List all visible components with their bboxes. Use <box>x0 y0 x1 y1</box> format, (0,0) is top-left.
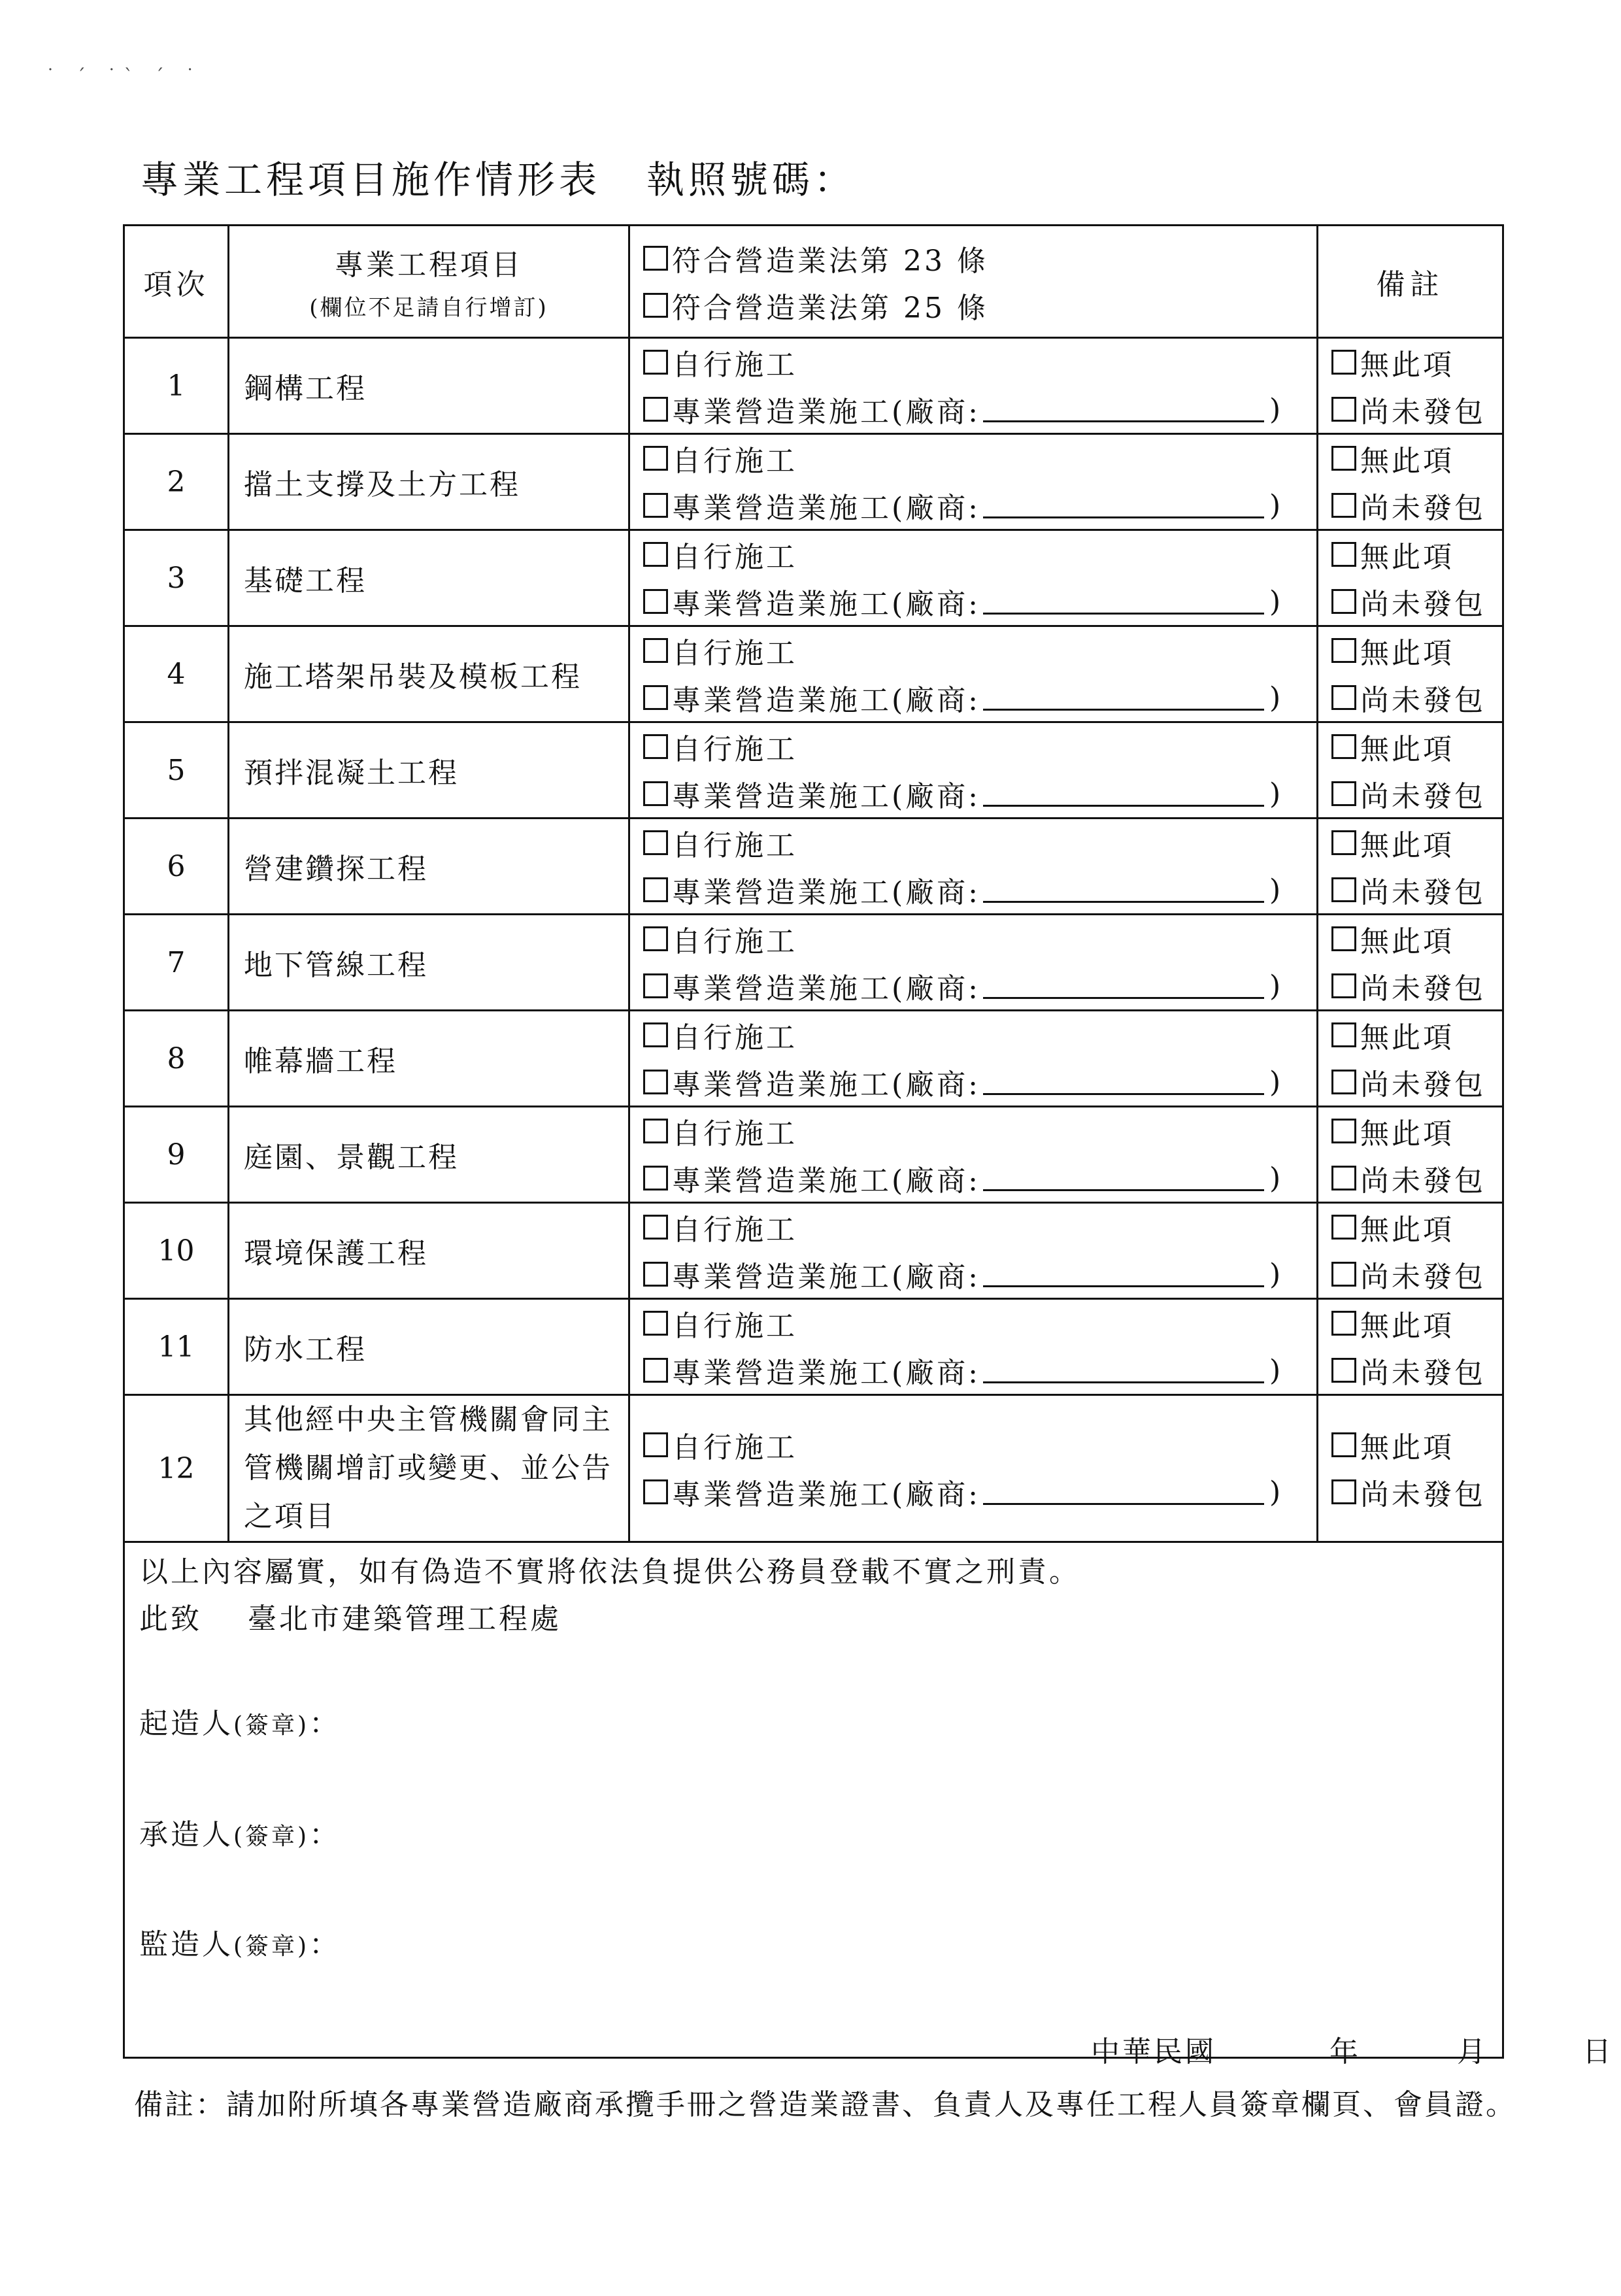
self-construction-option[interactable] <box>643 819 1316 866</box>
self-construction-option[interactable] <box>643 723 1316 770</box>
not-yet-label: 尚未發包 <box>1360 1357 1486 1390</box>
sign-note: (簽章) <box>233 1933 310 1960</box>
contractor-name-field[interactable] <box>983 1358 1264 1383</box>
self-construction-label: 自行施工 <box>672 733 797 766</box>
none-label: 無此項 <box>1360 829 1454 862</box>
checkbox[interactable] <box>643 1358 668 1383</box>
checkbox[interactable] <box>643 1022 668 1047</box>
header-item <box>229 226 629 338</box>
self-construction-option[interactable] <box>643 627 1316 674</box>
self-construction-label: 自行施工 <box>672 1117 797 1151</box>
checkbox[interactable] <box>643 926 668 951</box>
article23-label: 符合營造業法第 23 條 <box>672 244 988 278</box>
row-note <box>1318 626 1503 722</box>
self-construction-label: 自行施工 <box>672 541 797 574</box>
none-option[interactable] <box>1331 723 1502 770</box>
specialty-contractor-option[interactable] <box>643 674 1316 721</box>
contractor-name-field[interactable] <box>983 1262 1264 1287</box>
none-label: 無此項 <box>1360 1021 1454 1055</box>
specialty-contractor-suffix: ) <box>1269 777 1284 811</box>
self-construction-option[interactable] <box>643 915 1316 962</box>
not-yet-contracted-option[interactable] <box>1331 386 1502 433</box>
contractor-label: 承造人 <box>139 1818 233 1851</box>
row-options <box>629 1203 1318 1299</box>
checkbox[interactable] <box>1331 1022 1356 1047</box>
self-construction-option[interactable] <box>643 531 1316 578</box>
specialty-contractor-label: 專業營造業施工(廠商: <box>672 780 980 813</box>
self-construction-label: 自行施工 <box>672 1213 797 1247</box>
row-item: 環境保護工程 <box>229 1203 629 1299</box>
date-day: 日 <box>1582 2035 1614 2068</box>
row-no: 4 <box>124 626 229 722</box>
self-construction-option[interactable] <box>643 435 1316 482</box>
article25-option[interactable] <box>643 282 1316 329</box>
checkbox[interactable] <box>1331 1166 1356 1190</box>
checkbox[interactable] <box>643 734 668 759</box>
colon: ： <box>309 1818 341 1851</box>
row-item-line: 管機關增訂或變更、並公告 <box>244 1451 612 1485</box>
article25-label: 符合營造業法第 25 條 <box>672 291 988 325</box>
self-construction-option[interactable] <box>643 1107 1316 1155</box>
none-label: 無此項 <box>1360 445 1454 478</box>
none-option[interactable] <box>1331 339 1502 386</box>
checkbox[interactable] <box>1331 1311 1356 1336</box>
not-yet-contracted-option[interactable] <box>1331 1155 1502 1202</box>
specialty-contractor-label: 專業營造業施工(廠商: <box>672 492 980 525</box>
row-options <box>629 819 1318 915</box>
self-construction-label: 自行施工 <box>672 445 797 478</box>
specialty-contractor-suffix: ) <box>1269 1353 1284 1387</box>
row-no: 3 <box>124 530 229 626</box>
specialty-contractor-suffix: ) <box>1269 488 1284 522</box>
not-yet-label: 尚未發包 <box>1360 492 1486 525</box>
none-option[interactable] <box>1331 1300 1502 1347</box>
not-yet-contracted-option[interactable] <box>1331 1251 1502 1298</box>
not-yet-contracted-option[interactable] <box>1331 578 1502 625</box>
none-option[interactable] <box>1331 1421 1502 1468</box>
specialty-contractor-label: 專業營造業施工(廠商: <box>672 876 980 909</box>
specialty-contractor-suffix: ) <box>1269 873 1284 907</box>
specialty-contractor-label: 專業營造業施工(廠商: <box>672 396 980 429</box>
header-note: 備註 <box>1318 226 1503 338</box>
colon: ： <box>309 1707 341 1740</box>
self-construction-option[interactable] <box>643 339 1316 386</box>
row-note <box>1318 1203 1503 1299</box>
contractor-signature[interactable] <box>139 1811 341 1853</box>
table-row <box>124 338 1503 434</box>
contractor-name-field[interactable] <box>983 589 1264 615</box>
table-header-row <box>124 226 1503 338</box>
row-options <box>629 434 1318 530</box>
row-item: 營建鑽探工程 <box>229 819 629 915</box>
specialty-contractor-suffix: ) <box>1269 1065 1284 1099</box>
declaration-section <box>124 1542 1614 2068</box>
checkbox[interactable] <box>1331 1358 1356 1383</box>
row-options <box>629 722 1318 819</box>
row-no: 9 <box>124 1107 229 1203</box>
none-option[interactable] <box>1331 627 1502 674</box>
specialty-contractor-suffix: ) <box>1269 1257 1284 1291</box>
license-number-label: 執照號碼： <box>646 158 856 202</box>
row-options <box>629 626 1318 722</box>
none-option[interactable] <box>1331 1204 1502 1251</box>
row-no: 5 <box>124 722 229 819</box>
table-row <box>124 1299 1503 1395</box>
row-note <box>1318 1299 1503 1395</box>
row-no: 6 <box>124 819 229 915</box>
specialty-contractor-option[interactable] <box>643 1251 1316 1298</box>
row-item: 鋼構工程 <box>229 338 629 434</box>
none-label: 無此項 <box>1360 348 1454 382</box>
contractor-name-field[interactable] <box>983 685 1264 711</box>
checkbox[interactable] <box>643 397 668 422</box>
specialty-work-table <box>123 224 1614 2068</box>
table-row <box>124 1107 1503 1203</box>
specialty-contractor-option[interactable] <box>643 962 1316 1009</box>
specialty-contractor-label: 專業營造業施工(廠商: <box>672 588 980 621</box>
checkbox[interactable] <box>1331 1432 1356 1457</box>
checkbox[interactable] <box>643 1166 668 1190</box>
row-no: 1 <box>124 338 229 434</box>
checkbox[interactable] <box>643 830 668 855</box>
row-no: 12 <box>124 1395 229 1542</box>
specialty-contractor-suffix: ) <box>1269 1161 1284 1195</box>
none-label: 無此項 <box>1360 1117 1454 1151</box>
checkbox[interactable] <box>1331 1215 1356 1240</box>
not-yet-label: 尚未發包 <box>1360 1164 1486 1198</box>
not-yet-contracted-option[interactable] <box>1331 866 1502 913</box>
specialty-contractor-label: 專業營造業施工(廠商: <box>672 972 980 1005</box>
row-item-line: 其他經中央主管機關會同主 <box>244 1403 612 1436</box>
specialty-contractor-option[interactable] <box>643 386 1316 433</box>
specialty-contractor-suffix: ) <box>1269 584 1284 618</box>
checkbox[interactable] <box>643 1262 668 1287</box>
checkbox[interactable] <box>1331 685 1356 710</box>
self-construction-option[interactable] <box>643 1011 1316 1058</box>
specialty-contractor-option[interactable] <box>643 482 1316 529</box>
checkbox[interactable] <box>1331 734 1356 759</box>
checkbox[interactable] <box>1331 638 1356 663</box>
checkbox[interactable] <box>643 1432 668 1457</box>
row-options <box>629 338 1318 434</box>
not-yet-contracted-option[interactable] <box>1331 482 1502 529</box>
table-row-12 <box>124 1395 1503 1542</box>
row-options <box>629 1299 1318 1395</box>
checkbox[interactable] <box>1331 1070 1356 1094</box>
specialty-contractor-suffix: ) <box>1269 392 1284 426</box>
not-yet-label: 尚未發包 <box>1360 588 1486 621</box>
none-label: 無此項 <box>1360 733 1454 766</box>
table-row <box>124 434 1503 530</box>
none-label: 無此項 <box>1360 541 1454 574</box>
header-item-sub: (欄位不足請自行增訂) <box>309 295 548 321</box>
contractor-name-field[interactable] <box>983 973 1264 999</box>
row-note <box>1318 338 1503 434</box>
not-yet-contracted-option[interactable] <box>1331 962 1502 1009</box>
specialty-contractor-suffix: ) <box>1269 681 1284 715</box>
checkbox[interactable] <box>643 1479 668 1504</box>
self-construction-label: 自行施工 <box>672 1309 797 1343</box>
checkbox[interactable] <box>643 293 668 318</box>
none-option[interactable] <box>1331 1011 1502 1058</box>
row-item: 預拌混凝土工程 <box>229 722 629 819</box>
table-row <box>124 626 1503 722</box>
self-construction-label: 自行施工 <box>672 925 797 958</box>
row-item: 基礎工程 <box>229 530 629 626</box>
checkbox[interactable] <box>643 1215 668 1240</box>
supervisor-label: 監造人 <box>139 1928 233 1961</box>
recipient-line <box>139 1595 561 1637</box>
not-yet-label: 尚未發包 <box>1360 780 1486 813</box>
owner-signature[interactable] <box>139 1700 341 1742</box>
row-note <box>1318 915 1503 1011</box>
contractor-name-field[interactable] <box>983 397 1264 422</box>
row-item: 庭園、景觀工程 <box>229 1107 629 1203</box>
checkbox[interactable] <box>643 973 668 998</box>
row-no: 11 <box>124 1299 229 1395</box>
checkbox[interactable] <box>643 781 668 806</box>
not-yet-contracted-option[interactable] <box>1331 674 1502 721</box>
sign-note: (簽章) <box>233 1823 310 1850</box>
none-label: 無此項 <box>1360 1213 1454 1247</box>
checkbox[interactable] <box>1331 1262 1356 1287</box>
specialty-contractor-suffix: ) <box>1269 1475 1284 1509</box>
table-row <box>124 819 1503 915</box>
row-item: 擋土支撐及土方工程 <box>229 434 629 530</box>
row-no: 2 <box>124 434 229 530</box>
self-construction-label: 自行施工 <box>672 829 797 862</box>
header-item-label: 專業工程項目 <box>335 248 523 282</box>
none-option[interactable] <box>1331 531 1502 578</box>
checkbox[interactable] <box>1331 1479 1356 1504</box>
checkbox[interactable] <box>1331 973 1356 998</box>
row-note <box>1318 530 1503 626</box>
row-item <box>229 1395 629 1542</box>
specialty-contractor-option[interactable] <box>643 1347 1316 1394</box>
checkbox[interactable] <box>1331 877 1356 902</box>
form-title: 專業工程項目施作情形表 <box>141 158 601 202</box>
checkbox[interactable] <box>1331 350 1356 375</box>
specialty-contractor-option[interactable] <box>643 1058 1316 1106</box>
row-options <box>629 1011 1318 1107</box>
checkbox[interactable] <box>643 685 668 710</box>
checkbox[interactable] <box>1331 1119 1356 1143</box>
table-row <box>124 915 1503 1011</box>
checkbox[interactable] <box>1331 589 1356 614</box>
row-note <box>1318 1107 1503 1203</box>
none-option[interactable] <box>1331 1107 1502 1155</box>
none-option[interactable] <box>1331 435 1502 482</box>
not-yet-contracted-option[interactable] <box>1331 1058 1502 1106</box>
none-label: 無此項 <box>1360 637 1454 670</box>
footer-row <box>124 1542 1503 2058</box>
row-options <box>629 530 1318 626</box>
not-yet-label: 尚未發包 <box>1360 1478 1486 1511</box>
contractor-name-field[interactable] <box>983 1479 1264 1505</box>
self-construction-label: 自行施工 <box>672 1021 797 1055</box>
checkbox[interactable] <box>1331 493 1356 518</box>
specialty-contractor-suffix: ) <box>1269 969 1284 1003</box>
self-construction-label: 自行施工 <box>672 348 797 382</box>
page-title <box>141 149 856 204</box>
checkbox[interactable] <box>1331 830 1356 855</box>
date-year: 年 <box>1329 2035 1361 2068</box>
table-row <box>124 1203 1503 1299</box>
specialty-contractor-label: 專業營造業施工(廠商: <box>672 1164 980 1198</box>
none-label: 無此項 <box>1360 1431 1454 1464</box>
checkbox[interactable] <box>643 1311 668 1336</box>
declaration-text: 以上內容屬實，如有偽造不實將依法負提供公務員登載不實之刑責。 <box>139 1555 1080 1589</box>
row-note <box>1318 1011 1503 1107</box>
contractor-name-field[interactable] <box>983 1166 1264 1191</box>
checkbox[interactable] <box>643 542 668 567</box>
checkbox[interactable] <box>1331 446 1356 471</box>
contractor-name-field[interactable] <box>983 781 1264 807</box>
row-no: 10 <box>124 1203 229 1299</box>
none-option[interactable] <box>1331 819 1502 866</box>
date-era: 中華民國 <box>1091 2035 1216 2068</box>
specialty-contractor-label: 專業營造業施工(廠商: <box>672 1357 980 1390</box>
not-yet-label: 尚未發包 <box>1360 396 1486 429</box>
owner-label: 起造人 <box>139 1707 233 1740</box>
to-prefix: 此致 <box>139 1602 202 1636</box>
colon: ： <box>309 1928 341 1961</box>
not-yet-contracted-option[interactable] <box>1331 1347 1502 1394</box>
recipient: 臺北市建築管理工程處 <box>248 1602 561 1636</box>
checkbox[interactable] <box>643 877 668 902</box>
self-construction-option[interactable] <box>643 1300 1316 1347</box>
article23-option[interactable] <box>643 235 1316 282</box>
specialty-contractor-label: 專業營造業施工(廠商: <box>672 1260 980 1294</box>
none-label: 無此項 <box>1360 925 1454 958</box>
row-item: 帷幕牆工程 <box>229 1011 629 1107</box>
specialty-contractor-option[interactable] <box>643 1468 1316 1515</box>
row-no: 7 <box>124 915 229 1011</box>
row-options <box>629 1395 1318 1542</box>
row-options <box>629 915 1318 1011</box>
row-item: 地下管線工程 <box>229 915 629 1011</box>
row-note <box>1318 722 1503 819</box>
row-note <box>1318 434 1503 530</box>
row-note <box>1318 1395 1503 1542</box>
self-construction-label: 自行施工 <box>672 1431 797 1464</box>
row-options <box>629 1107 1318 1203</box>
not-yet-label: 尚未發包 <box>1360 972 1486 1005</box>
row-no: 8 <box>124 1011 229 1107</box>
header-article-options <box>629 226 1318 338</box>
specialty-contractor-label: 專業營造業施工(廠商: <box>672 1068 980 1102</box>
specialty-contractor-option[interactable] <box>643 1155 1316 1202</box>
row-item: 防水工程 <box>229 1299 629 1395</box>
contractor-name-field[interactable] <box>983 877 1264 903</box>
table-row <box>124 722 1503 819</box>
checkbox[interactable] <box>643 350 668 375</box>
scan-specks: ˙ ˊ ˙ˋ ˊ ˙ <box>46 65 203 87</box>
not-yet-contracted-option[interactable] <box>1331 770 1502 817</box>
checkbox[interactable] <box>1331 781 1356 806</box>
checkbox[interactable] <box>643 446 668 471</box>
bottom-note: 備註：請加附所填各專業營造廠商承攬手冊之營造業證書、負責人及專任工程人員簽章欄頁、會員證。 <box>134 2088 1516 2121</box>
supervisor-signature[interactable] <box>139 1921 341 1963</box>
self-construction-label: 自行施工 <box>672 637 797 670</box>
contractor-name-field[interactable] <box>983 1070 1264 1095</box>
checkbox[interactable] <box>643 638 668 663</box>
none-label: 無此項 <box>1360 1309 1454 1343</box>
specialty-contractor-label: 專業營造業施工(廠商: <box>672 684 980 717</box>
self-construction-option[interactable] <box>643 1421 1316 1468</box>
checkbox[interactable] <box>643 246 668 271</box>
table-row <box>124 1011 1503 1107</box>
specialty-contractor-label: 專業營造業施工(廠商: <box>672 1478 980 1511</box>
checkbox[interactable] <box>1331 926 1356 951</box>
row-item: 施工塔架吊裝及模板工程 <box>229 626 629 722</box>
checkbox[interactable] <box>643 1070 668 1094</box>
not-yet-contracted-option[interactable] <box>1331 1468 1502 1515</box>
sign-note: (簽章) <box>233 1712 310 1739</box>
checkbox[interactable] <box>1331 542 1356 567</box>
none-option[interactable] <box>1331 915 1502 962</box>
row-item-line: 之項目 <box>244 1500 336 1533</box>
not-yet-label: 尚未發包 <box>1360 684 1486 717</box>
checkbox[interactable] <box>1331 397 1356 422</box>
self-construction-option[interactable] <box>643 1204 1316 1251</box>
specialty-contractor-option[interactable] <box>643 578 1316 625</box>
date-month: 月 <box>1457 2035 1488 2068</box>
specialty-contractor-option[interactable] <box>643 770 1316 817</box>
checkbox[interactable] <box>643 589 668 614</box>
not-yet-label: 尚未發包 <box>1360 1260 1486 1294</box>
checkbox[interactable] <box>643 493 668 518</box>
contractor-name-field[interactable] <box>983 493 1264 518</box>
checkbox[interactable] <box>643 1119 668 1143</box>
not-yet-label: 尚未發包 <box>1360 1068 1486 1102</box>
row-note <box>1318 819 1503 915</box>
table-row <box>124 530 1503 626</box>
not-yet-label: 尚未發包 <box>1360 876 1486 909</box>
header-no: 項次 <box>124 226 229 338</box>
specialty-contractor-option[interactable] <box>643 866 1316 913</box>
